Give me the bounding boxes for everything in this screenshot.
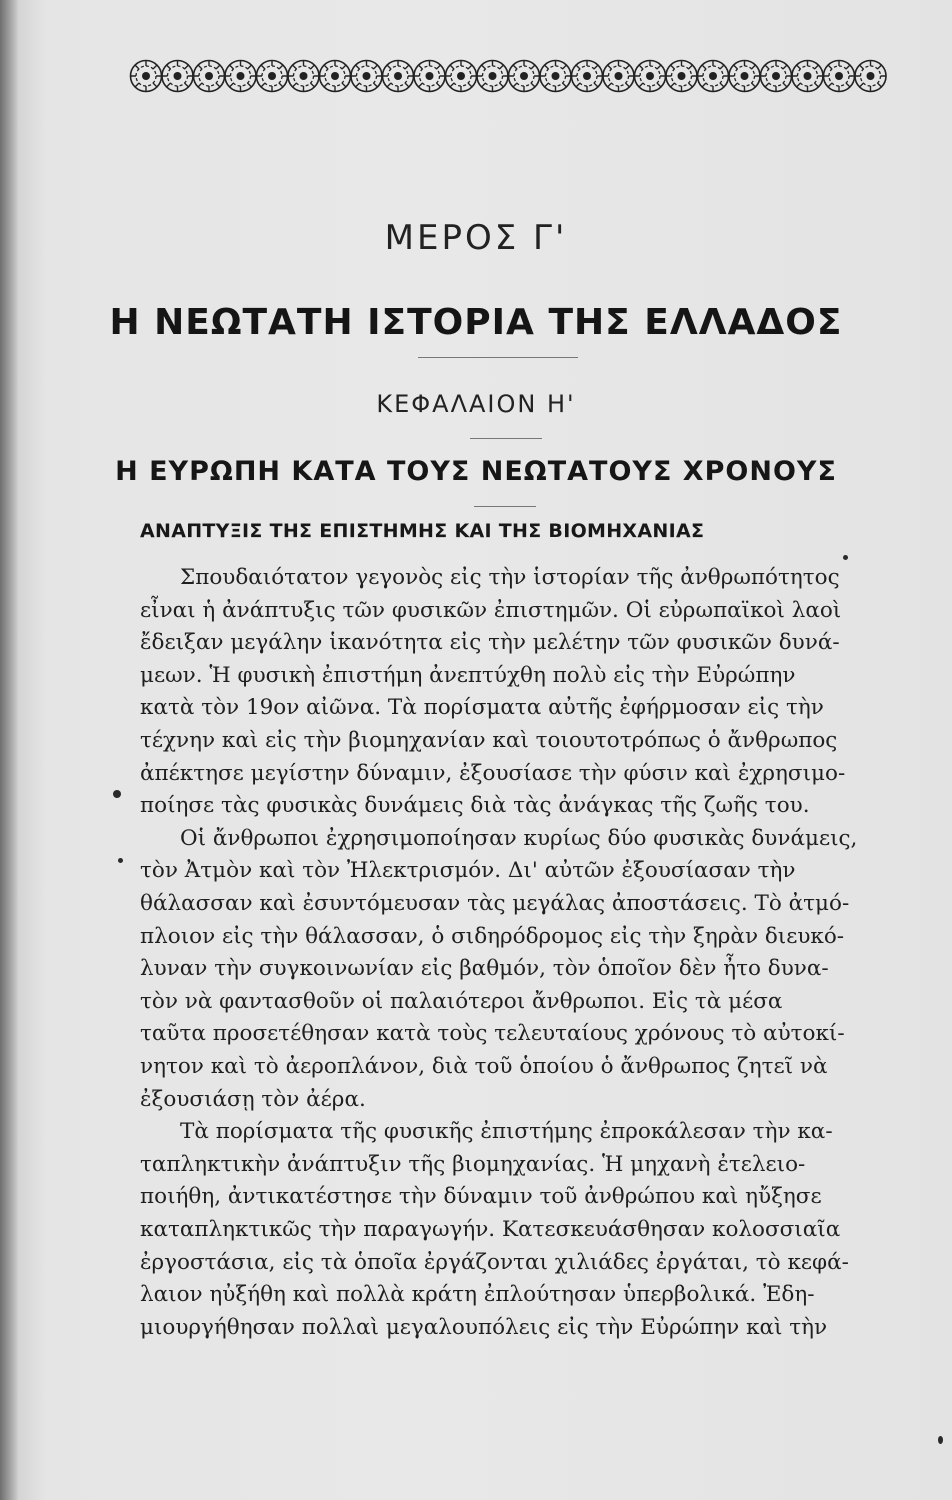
- divider-rule: [474, 506, 536, 507]
- body-line: νητον καὶ τὸ ἀεροπλάνον, διὰ τοῦ ὁποίου ὁ ἄνθρωπος ζητεῖ νὰ: [140, 1054, 828, 1079]
- ink-speck: [118, 858, 123, 863]
- body-line: εἶναι ἡ ἀνάπτυξις τῶν φυσικῶν ἐπιστημῶν. Οἱ εὐρωπαϊκοὶ λαοὶ: [140, 597, 842, 623]
- body-line: λαιον ηὐξήθη καὶ πολλὰ κράτη ἐπλούτησαν ὑπερβολικά. Ἐδη-: [140, 1282, 815, 1308]
- part-label: ΜΕΡΟΣ Γ': [384, 218, 568, 258]
- body-line: ποιήθη, ἀντικατέστησε τὴν δύναμιν τοῦ ἀνθρώπου καὶ ηὔξησε: [140, 1184, 822, 1210]
- divider-rule: [418, 357, 578, 358]
- flower-ornament: [288, 61, 319, 92]
- main-title: Η ΝΕΩΤΑΤΗ ΙΣΤΟΡΙΑ ΤΗΣ ΕΛΛΑΔΟΣ: [109, 302, 843, 343]
- flower-ornament: [257, 61, 288, 92]
- flower-ornament: [666, 61, 697, 92]
- flower-ornament: [446, 61, 477, 92]
- body-line: Οἱ ἄνθρωποι ἐχρησιμοποίησαν κυρίως δύο φυσικὰς δυνάμεις,: [180, 825, 858, 851]
- ink-speck: [938, 1436, 943, 1444]
- body-line: μιουργήθησαν πολλαὶ μεγαλουπόλεις εἰς τὴν Εὐρώπην καὶ τὴν: [140, 1314, 828, 1340]
- flower-ornament: [855, 61, 886, 92]
- body-line: ταπληκτικὴν ἀνάπτυξιν τῆς βιομηχανίας. Ἡ μηχανὴ ἐτελειο-: [140, 1151, 806, 1177]
- chapter-title: Η ΕΥΡΩΠΗ ΚΑΤΑ ΤΟΥΣ ΝΕΩΤΑΤΟΥΣ ΧΡΟΝΟΥΣ: [115, 456, 837, 487]
- flower-ornament: [351, 61, 382, 92]
- flower-ornament: [162, 61, 193, 92]
- body-line: ἐργοστάσια, εἰς τὰ ὁποῖα ἐργάζονται χιλιάδες ἐργάται, τὸ κεφά-: [140, 1249, 849, 1275]
- body-line: καταπληκτικῶς τὴν παραγωγήν. Κατεσκευάσθησαν κολοσσιαῖα: [140, 1217, 841, 1242]
- ink-speck: [113, 790, 121, 798]
- body-line: πλοιον εἰς τὴν θάλασσαν, ὁ σιδηρόδρομος εἰς τὴν ξηρὰν διευκό-: [140, 923, 845, 949]
- body-line: ποίησε τὰς φυσικὰς δυνάμεις διὰ τὰς ἀνάγκας τῆς ζωῆς του.: [140, 793, 810, 819]
- flower-ornament: [131, 61, 162, 92]
- flower-ornament: [477, 61, 508, 92]
- flower-ornament: [792, 61, 823, 92]
- body-line: ἐξουσιάσῃ τὸν ἀέρα.: [140, 1086, 366, 1112]
- flower-ornament: [225, 61, 256, 92]
- flower-ornament: [194, 61, 225, 92]
- chapter-label: ΚΕΦΑΛΑΙΟΝ Η': [376, 390, 576, 418]
- divider-rule: [470, 438, 542, 439]
- flower-ornament: [729, 61, 760, 92]
- section-heading: ΑΝΑΠΤΥΞΙΣ ΤΗΣ ΕΠΙΣΤΗΜΗΣ ΚΑΙ ΤΗΣ ΒΙΟΜΗΧΑΝΙΑΣ: [140, 520, 705, 542]
- flower-ornament: [509, 61, 540, 92]
- ink-speck: [843, 555, 848, 560]
- body-line: κατὰ τὸν 19ον αἰῶνα. Τὰ πορίσματα αὐτῆς ἐφήρμοσαν εἰς τὴν: [140, 695, 824, 721]
- body-line: τέχνην καὶ εἰς τὴν βιομηχανίαν καὶ τοιουτοτρόπως ὁ ἄνθρωπος: [140, 728, 838, 753]
- flower-ornament: [320, 61, 351, 92]
- body-line: θάλασσαν καὶ ἐσυντόμευσαν τὰς μεγάλας ἀποστάσεις. Τὸ ἀτμό-: [140, 891, 850, 916]
- body-line: τὸν Ἀτμὸν καὶ τὸν Ἠλεκτρισμόν. Δι' αὐτῶν ἐξουσίασαν τὴν: [140, 858, 796, 884]
- body-line: μεων. Ἡ φυσικὴ ἐπιστήμη ἀνεπτύχθη πολὺ εἰς τὴν Εὐρώπην: [140, 662, 796, 688]
- decorative-flower-border: [128, 56, 888, 96]
- flower-ornament: [603, 61, 634, 92]
- flower-ornament: [383, 61, 414, 92]
- flower-ornament: [824, 61, 855, 92]
- body-line: Τὰ πορίσματα τῆς φυσικῆς ἐπιστήμης ἐπροκάλεσαν τὴν κα-: [180, 1119, 833, 1145]
- flower-ornament: [761, 61, 792, 92]
- body-line: ταῦτα προσετέθησαν κατὰ τοὺς τελευταίους χρόνους τὸ αὐτοκί-: [140, 1021, 845, 1047]
- body-line: ἀπέκτησε μεγίστην δύναμιν, ἐξουσίασε τὴν φύσιν καὶ ἐχρησιμο-: [140, 760, 846, 786]
- body-line: Σπουδαιότατον γεγονὸς εἰς τὴν ἱστορίαν τῆς ἀνθρωπότητος: [180, 565, 840, 590]
- body-line: ἔδειξαν μεγάλην ἱκανότητα εἰς τὴν μελέτην τῶν φυσικῶν δυνά-: [140, 630, 840, 656]
- flower-ornament: [635, 61, 666, 92]
- flower-ornament: [540, 61, 571, 92]
- body-line: λυναν τὴν συγκοινωνίαν εἰς βαθμόν, τὸν ὁποῖον δὲν ἦτο δυνα-: [140, 956, 829, 982]
- flower-ornament: [414, 61, 445, 92]
- flower-ornament: [698, 61, 729, 92]
- body-line: τὸν νὰ φαντασθοῦν οἱ παλαιότεροι ἄνθρωποι. Εἰς τὰ μέσα: [140, 988, 783, 1014]
- flower-ornament: [572, 61, 603, 92]
